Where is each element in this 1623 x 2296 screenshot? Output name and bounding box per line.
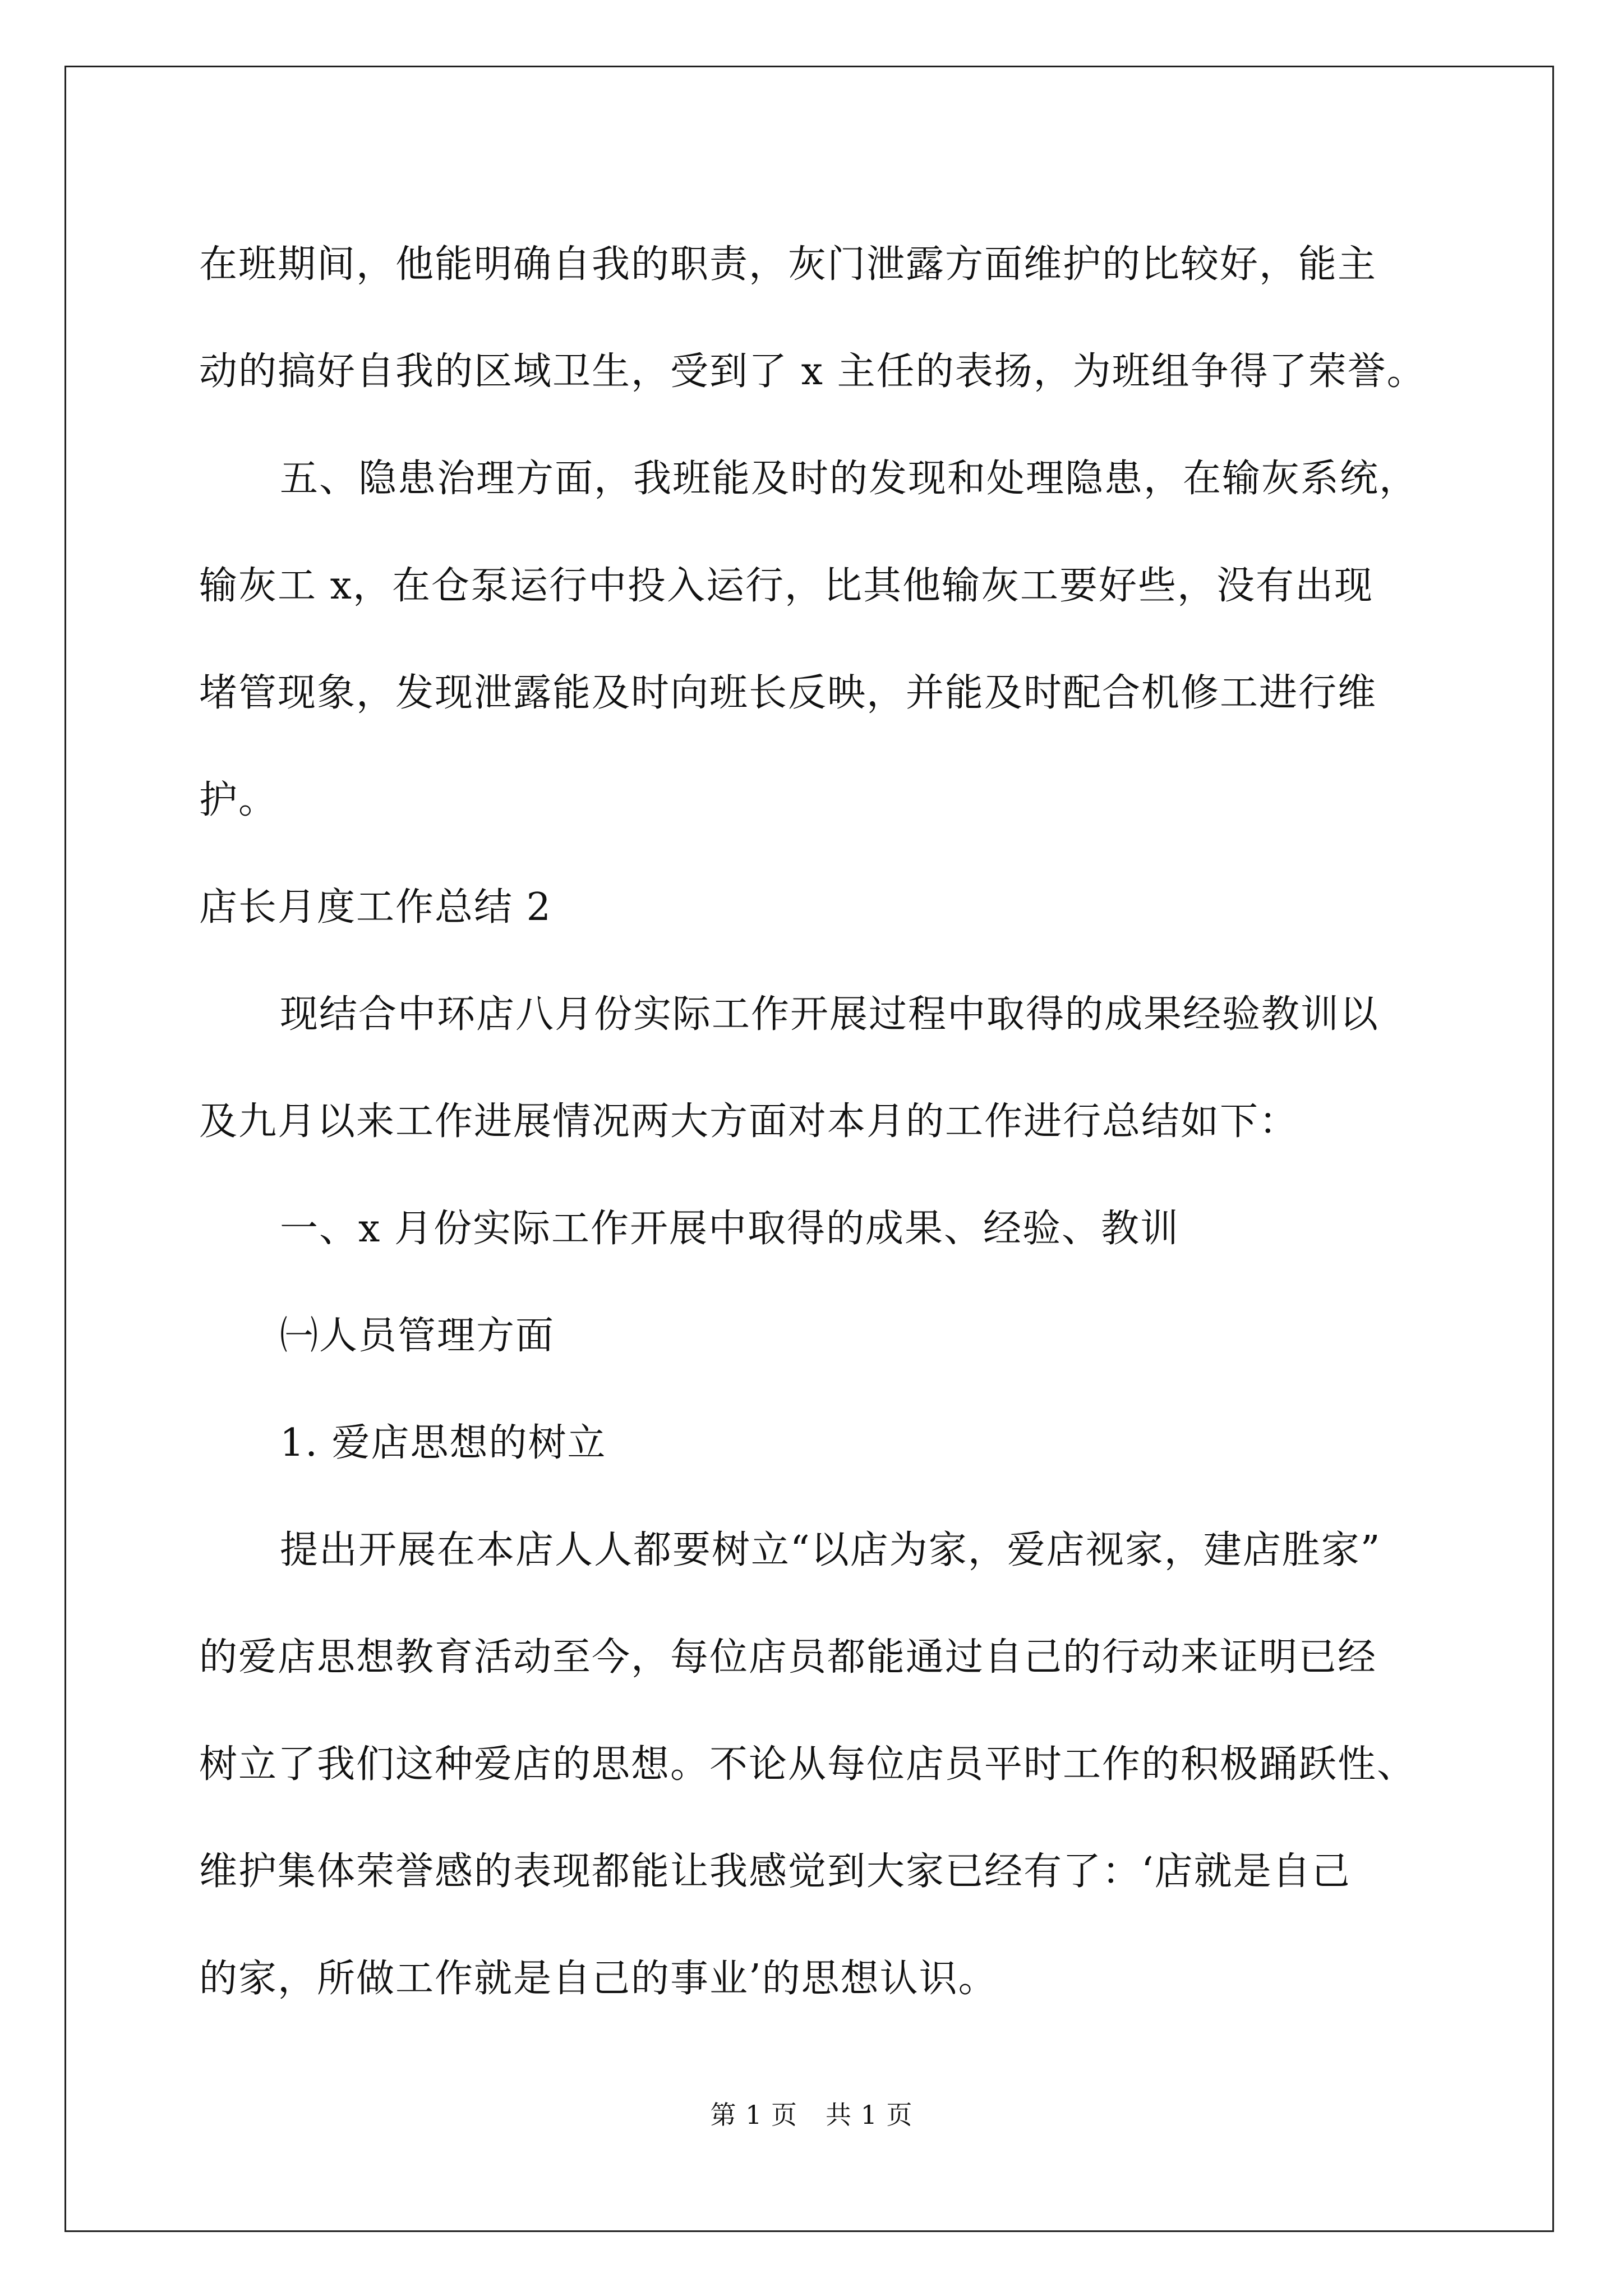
section-heading: 一、x 月份实际工作开展中取得的成果、经验、教训 [280,1207,1179,1251]
page-total: 共 1 页 [826,2100,913,2130]
document-title: 店长月度工作总结 2 [199,885,552,930]
text-line: 动的搞好自我的区域卫生，受到了 x 主任的表扬，为班组争得了荣誉。 [199,349,1426,394]
text-line: 堵管现象，发现泄露能及时向班长反映，并能及时配合机修工进行维 [199,671,1377,715]
page-number: 第 1 页 [710,2100,797,2130]
subsection-heading: 1. 爱店思想的树立 [280,1421,607,1465]
text-line: 及九月以来工作进展情况两大方面对本月的工作进行总结如下： [199,1099,1299,1144]
text-line: 在班期间，他能明确自我的职责，灰门泄露方面维护的比较好，能主 [199,242,1377,287]
text-line: 输灰工 x，在仓泵运行中投入运行，比其他输灰工要好些，没有出现 [199,564,1373,608]
text-line: 的爱店思想教育活动至今，每位店员都能通过自己的行动来证明已经 [199,1635,1377,1680]
text-line: 的家，所做工作就是自己的事业’的思想认识。 [199,1957,998,2001]
text-line: 树立了我们这种爱店的思想。不论从每位店员平时工作的积极踊跃性、 [199,1742,1417,1787]
section-heading: 五、隐患治理方面，我班能及时的发现和处理隐患，在输灰系统， [280,457,1419,501]
page-footer [0,2098,1623,2132]
text-line: 维护集体荣誉感的表现都能让我感觉到大家已经有了：‘店就是自己 [199,1849,1351,1894]
text-line: 护。 [199,778,278,822]
text-line: 现结合中环店八月份实际工作开展过程中取得的成果经验教训以 [280,992,1380,1037]
text-line: 提出开展在本店人人都要树立“以店为家，爱店视家，建店胜家” [280,1528,1381,1572]
subsection-heading: ㈠人员管理方面 [280,1314,555,1358]
document-body [199,211,1469,2032]
